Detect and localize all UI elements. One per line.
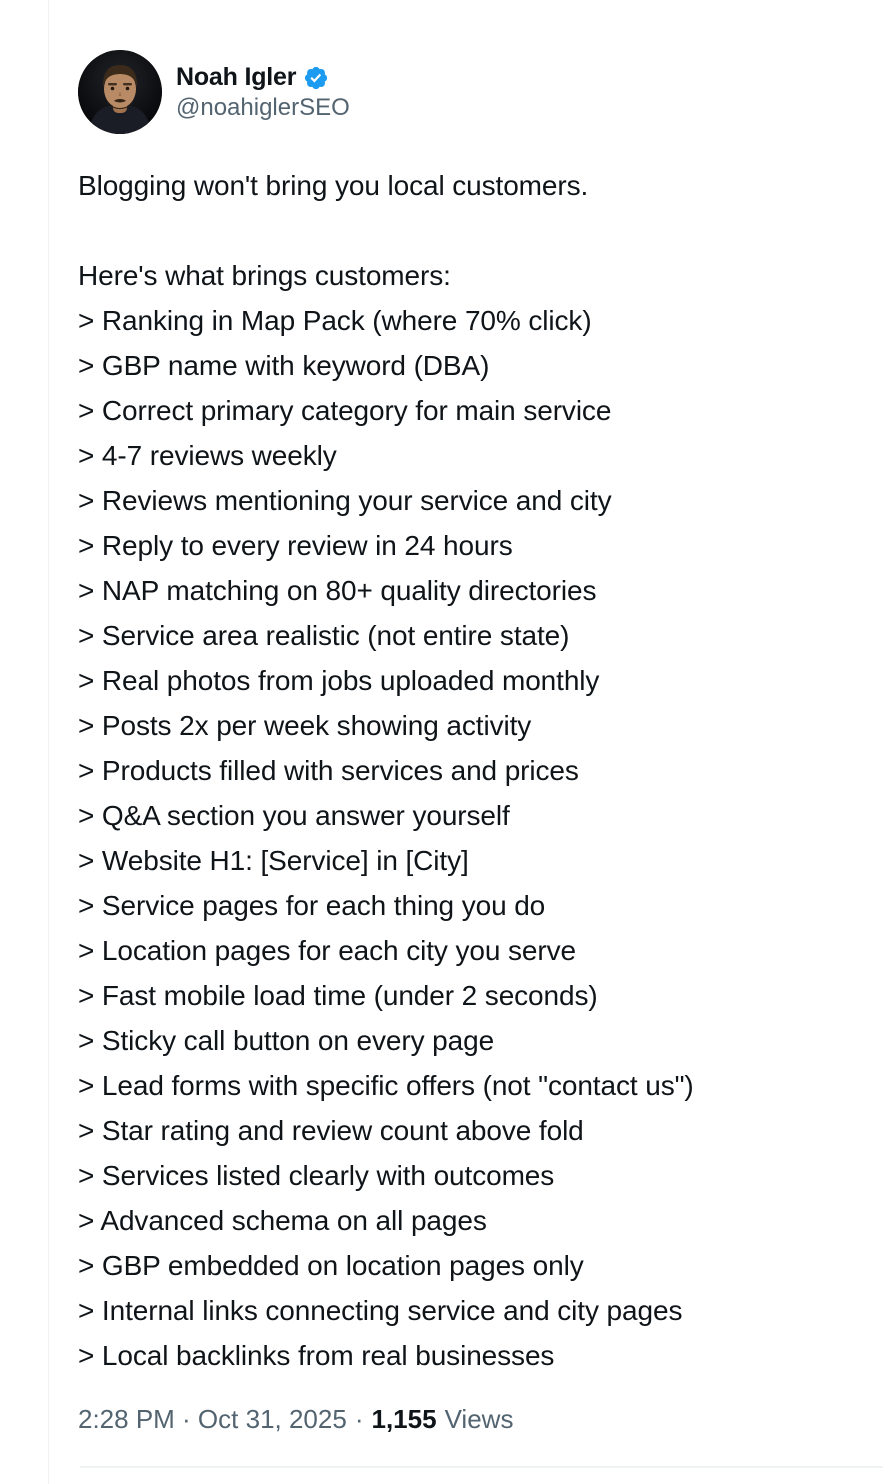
timestamp-row: [78, 1404, 871, 1435]
tweet-list-item: > Fast mobile load time (under 2 seconds): [78, 980, 598, 1011]
tweet-list-item: > Website H1: [Service] in [City]: [78, 845, 469, 876]
tweet-list-item: > Real photos from jobs uploaded monthly: [78, 665, 600, 696]
tweet-list-item: > Location pages for each city you serve: [78, 935, 576, 966]
timestamp-link[interactable]: 2:28 PM · Oct 31, 2025: [78, 1404, 347, 1434]
tweet-list-item: > Service pages for each thing you do: [78, 890, 546, 921]
tweet-list-item: > Reviews mentioning your service and city: [78, 485, 612, 516]
tweet-list-item: > GBP name with keyword (DBA): [78, 350, 490, 381]
tweet-text: [78, 163, 871, 1378]
tweet-list-item: > Lead forms with specific offers (not "contact us"): [78, 1070, 694, 1101]
tweet-list-item: > Posts 2x per week showing activity: [78, 710, 532, 741]
tweet-list-item: > Sticky call button on every page: [78, 1025, 495, 1056]
bottom-divider: [80, 1466, 883, 1468]
tweet-intro-line: Blogging won't bring you local customers.: [78, 170, 589, 201]
tweet-list-item: > Internal links connecting service and city pages: [78, 1295, 683, 1326]
display-name[interactable]: Noah Igler: [176, 62, 297, 91]
tweet-list-item: > Ranking in Map Pack (where 70% click): [78, 305, 592, 336]
display-name-row[interactable]: [176, 62, 350, 93]
tweet-list-item: > Star rating and review count above fold: [78, 1115, 584, 1146]
tweet-header: [78, 50, 871, 134]
tweet-list-item: > Products filled with services and prices: [78, 755, 579, 786]
views-label: Views: [444, 1404, 514, 1434]
tweet-list-item: > Service area realistic (not entire state): [78, 620, 570, 651]
dot-separator: ·: [354, 1404, 364, 1434]
tweet-list-item: > NAP matching on 80+ quality directories: [78, 575, 597, 606]
tweet-list: [78, 298, 871, 1378]
tweet-list-item: > Reply to every review in 24 hours: [78, 530, 513, 561]
verified-badge-icon[interactable]: [303, 65, 329, 91]
profile-photo-icon: [78, 50, 162, 134]
tweet-list-header: Here's what brings customers:: [78, 260, 451, 291]
views-group: [371, 1404, 513, 1435]
views-count: 1,155: [371, 1404, 437, 1434]
tweet-list-item: > Correct primary category for main service: [78, 395, 612, 426]
tweet-list-item: > Advanced schema on all pages: [78, 1205, 487, 1236]
tweet-list-item: > GBP embedded on location pages only: [78, 1250, 584, 1281]
tweet-card: [49, 0, 883, 1484]
tweet-list-item: > Q&A section you answer yourself: [78, 800, 510, 831]
name-block: [176, 62, 350, 123]
avatar[interactable]: [78, 50, 162, 134]
tweet-list-item: > Services listed clearly with outcomes: [78, 1160, 555, 1191]
tweet-list-item: > 4-7 reviews weekly: [78, 440, 337, 471]
text-spacer: [78, 208, 871, 253]
user-handle[interactable]: @noahiglerSEO: [176, 93, 350, 121]
tweet-list-item: > Local backlinks from real businesses: [78, 1340, 555, 1371]
